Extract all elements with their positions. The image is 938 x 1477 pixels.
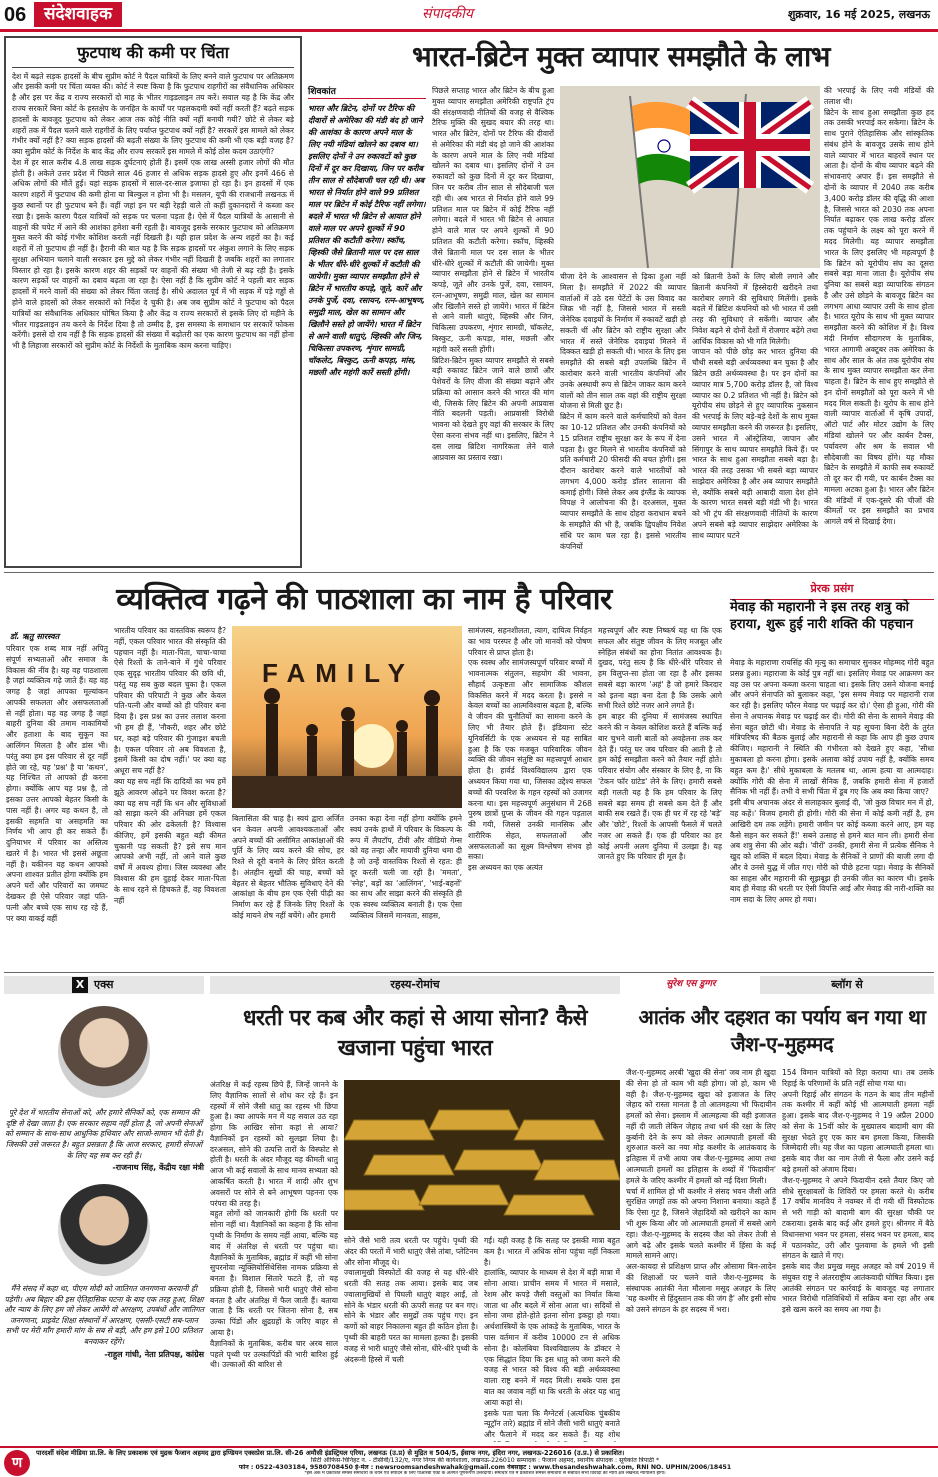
footer-note: *इस अंक में प्रकाशित समस्त समाचारों के चयन एवं संपादन के लिए पीआरबी एक्ट के अंतर्गत पूर्णरूपेण उत्तरदायी। समाचार पत्र में प्रकाशित समस्त समाचारों से संबंधित सभी विवादों का न्याय क्षेत्र लखनऊ न्यायालय होगा।: [304, 1471, 666, 1476]
fta-col-3: को ब्रितानी ठेकों के लिए बोली लगाने और ब्रितानी कंपनियों में हिस्सेदारी खरीदने तथा कारोबार लगाने की सुविधाएं मिलेंगी। इसके बदले में ब्रिटिश कंपनियों को भी भारत में उसी तरह की सुविधाएं ले सकेंगी। व्यापार और निवेश बढ़ने से दोनों देशों में रोजगार बढ़ेंगे तथा आर्थिक विकास को भी गति मिलेगी। जापान को पीछे छोड़ कर भारत दुनिया की चौथी सबसे बड़ी अर्थव्यवस्था बन चुका है और ब्रिटेन छठी अर्थव्यवस्था है। पर इन दोनों का व्यापार मात्र 5,700 करोड़ डॉलर है, जो विश्व व्यापार का 0.2 प्रतिशत भी नहीं है। ब्रिटेन को यूरोपीय संघ छोड़ने से हुए व्यापारिक नुकसान की भरपाई के लिए बड़े-बड़े देशों के साथ मुक्त व्यापार समझौता करने की जरूरत है। इसलिए, उसने भारत में ऑस्ट्रेलिया, जापान और सिंगापुर के साथ व्यापार समझौते किये हैं। पर भारत के साथ हुआ समझौता सबसे बड़ा है। भारत की तरह उसका भी सबसे बड़ा व्यापार साझेदार अमेरिका है और अब व्यापार समझौते से, क्योंकि सबसे बड़ी आबादी वाला देश होने के कारण भारत सबसे बड़ी मंडी भी है। भारत को भी ट्रंप की संरक्षणवादी नीतियों के कारण अपने सबसे बड़े व्यापार साझेदार अमेरिका के साथ व्यापार घटने: [692, 272, 818, 540]
masthead: [0, 0, 938, 30]
fta-col-2: चीजा देने के आश्वासन से ढ़िका हुआ नहीं मिला है। समझौते में 2022 की व्यापार वार्ताओं में उठे दस पेटेंटों के उस विवाद का जिक्र भी नहीं है, जिससे भारत में सस्ती जेनेरिक दवाइयों के निर्माण में रुकावटें खड़ी हो सकती थीं और ब्रिटेन को राष्ट्रीय सुरक्षा और भारत में सस्ते जेनेरिक दवाइयां मिलने में दिक्कत खड़ी हो सकती थी। भारत के लिए इस समझौते की सबसे बड़ी उपलब्धि ब्रिटेन में कारोबार करने वाली भारतीय कंपनियों और उनके अस्थायी रूप से ब्रिटेन जाकर काम करने वालों को तीन साल तक वहां की राष्ट्रीय सुरक्षा योजना से मिली छूट है। ब्रिटेन में काम करने वाले कर्मचारियों को वेतन का 10-12 प्रतिशत और उनकी कंपनियों को 15 प्रतिशत राष्ट्रीय सुरक्षा कर के रूप में देना पड़ता है। छूट मिलने से भारतीय कंपनियों को प्रति कर्मचारी 20 फीसदी की बचत होगी। इस दौरान कारोबार करने वाले भारतीयों को लगभग 4,000 करोड़ डॉलर सालाना की कमाई होगी। जिसे लेकर अब इंग्लैंड के व्यापक विपक्ष ने आलोचना की है। दरअसल, मुक्त व्यापार समझौते के साथ दोहरा कराधान बचने के समझौते की भी है, जबकि द्विपक्षीय निवेश संधि पर काम चल रहा है। इससे भारतीय कंपनियों: [560, 272, 686, 551]
family-col-3: बिलासिता की चाह है। स्वयं द्वारा अर्जित धन केवल अपनी आवश्यकताओं और अपने बच्चों की असीमित आकांक्षाओं की पूर्ति के लिए व्यय करने की सोच, हर रिश्ते से दूरी बनाने के लिए प्रेरित करती है। अंतहीन सुखों की चाह, बच्चों को बेहतर से बेहतर भौतिक सुविधाएं देने की आकांक्षा के बीच हम एक ऐसी पीढ़ी का निर्माण कर रहे हैं जिनके लिए रिश्तों के कोई मायने शेष नहीं बचेंगे। और हमारी: [232, 814, 344, 921]
divider: [4, 572, 934, 573]
gold-tag: रहस्य-रोमांच: [210, 976, 620, 994]
family-word: FAMILY: [262, 658, 415, 688]
avatar: [58, 1006, 150, 1098]
quote-2-author: -राहुल गांधी, नेता प्रतिपक्ष, कांग्रेस: [104, 1349, 204, 1359]
gold-col-1: अंतरिक्ष में कई रहस्य छिपे हैं, जिन्हें जानने के लिए वैज्ञानिक सालों से शोध कर रहे हैं। इन रहस्यों में सोने जैसी धातु का रहस्य भी छिपा हुआ है। क्या आपके मन में यह सवाल उठ रहा होगा कि आखिर सोना कहां से आया? वैज्ञानिकों इन रहस्यों को सुलझा लिया है। दरअसल, सोने की उत्पत्ति तारों के विस्फोट से होती है। धरती के अंदर मौजूद यह कीमती धातु आज भी कई सवालों के साथ मानव सभ्यता को आकर्षित करती है। भारत में शादी और शुभ अवसरों पर सोने से बने आभूषण पहनना एक परंपरा की तरह है। बहुत लोगों को जानकारी होगी कि धरती पर सोना नहीं था। वैज्ञानिकों का कहना है कि सोना पृथ्वी के निर्माण के समय नहीं आया, बल्कि यह बाद में अंतरिक्ष से धरती पर पहुंचा था। वैज्ञानिकों के मुताबिक, ब्रह्मांड में कहीं भी सोना सुपरनोवा न्यूक्लियोसिंथेसिस नामक प्रक्रिया से बनता है। विशाल सितारे फटते हैं, तो यह प्रक्रिया होती है, जिससे भारी धातुएं जैसे सोना बनता है और अंतरिक्ष में फैल जाती हैं। बताया जाता है कि धरती पर जितना सोना है, सब उल्का पिंडों और क्षुद्रग्रहों के जरिए बाहर से आया है। वैज्ञानिकों के मुताबिक, करीब चार अरब साल पहले पृथ्वी पर उल्कापिंडों की भारी बारिश हुई थी। उल्काओं की बारिश से: [210, 1080, 338, 1370]
family-col-6: महत्त्वपूर्ण और स्पष्ट निष्कर्ष यह था कि एक सफल और संतुष्ट जीवन के लिए मजबूत और स्नेहिल संबंधों का होना नितांत आवश्यक है। दुखद, परंतु सत्य है कि धीरे-धीरे परिवार से हम विलुप्त-सा होता जा रहा है और इसका सबसे बड़ा कारण 'अहं' है जो हमारे किरदार को इतना बड़ा बना देता है कि उसके आगे सभी रिश्ते छोटे नजर आने लगते हैं। हम बाहर की दुनिया में सामंजस्य स्थापित करने की न केवल कोशिश करते हैं बल्कि कई बार चुभने वाली बातों को अवहेलना तक कर देते हैं। परंतु घर जब परिवार की आती है तो हम कोई समझौता करने को तैयार नहीं होते। परिवार संयोग और संस्कार के लिए है, ना कि 'टेकन फॉर ग्रांटेड' लेने के लिए। हमारी सबसे बड़ी गलती यह है कि हम परिवार के लिए सबसे बड़ा समय ही सबसे कम देते हैं और बाकी सब रखते हैं। एक ही घर में रह रहे 'बड़े' और 'छोटे', रिश्तों के आपसी फैसले में चलते नजर आ सकते हैं। एक ही परिवार का हर कोई अपनी अलग दुनिया में उलझा है। यह जानते हुए कि परिवार ही मूल है।: [598, 626, 722, 862]
fta-title: भारत-ब्रिटेन मुक्त व्यापार समझौते के लाभ: [412, 40, 830, 73]
quote-2: मैंने संसद में कहा था, पीएम मोदी को जातिगत जनगणना करवानी ही पड़ेगी। अब बिहार की इस ऐतिहासिक घटना के बाद एक तरह हुआ, शिक्षा और न्याय के लिए हम जो लेकर आयेंगे वो आरक्षण, उपबंधों और जातिगत जनगणना, प्राइवेट शिक्षा संस्थानों में आरक्षण, एससी-एसटी सब-प्लान सभी पर मेरी माँग हमारी मांग के सब से बड़ी, और हम इसे 100 प्रतिशत बनवाकर रहेंगे।: [4, 1283, 204, 1347]
x-tag-label: एक्स: [94, 978, 114, 991]
divider: [4, 972, 934, 973]
family-col-2: भारतीय परिवार का वास्तविक स्वरूप है? नहीं, एकल परिवार भारत की संस्कृति की पहचान नहीं है। माता-पिता, चाचा-चाचा ऐसे रिश्तों के ताने-बाने में गुंथे परिवार एक सुदृढ़ भारतीय परिवार की छवि थी, परंतु यह सब कुछ बदल चुका है। एकल परिवार की परिपाटी ने कुछ और केवल पति-पत्नी और बच्चों को ही परिवार बना दिया है। इस प्रश्न का उत्तर तलाश करना भी हम ही हैं, 'नौकरी, शहर और छोटे घर, कहां बड़े परिवार की गुंजाइश बचती है। एकल परिवार तो अब विवशता है, इसमें किसी का दोष नहीं।' पर क्या यह अधूरा सच नहीं है? क्या यह सच नहीं कि दादियों का भय हमें झूठे आवरण ओढ़ने पर विवश करता है? क्या यह सच नहीं कि धन और सुविधाओं को साझा करने की अनिच्छा हमें एकल परिवार की ओर ढकेलती है? विश्वास कीजिए, हमें इसकी बहुत बड़ी कीमत चुकानी पड़ सकती है? इसे सच मान आपको अभी नहीं, तो आने वाले कुछ वर्षों में अवश्य होगा। जिस व्यवस्था और विश्वास की हम दुहाई देकर माता-पिता के साथ रहने से हिचकते हैं, वह विवशता नहीं: [114, 626, 226, 905]
fta-col-1: पिछले सप्ताह भारत और ब्रिटेन के बीच हुआ मुक्त व्यापार समझौता अमेरिकी राष्ट्रपति ट्रंप की संरक्षणवादी नीतियों की वजह से वैश्विक टैरिफ मुक्ति की सुखद बयार की तरह था। भारत और ब्रिटेन, दोनों पर टैरिफ की दीवारों से अमेरिका की मंडी बंद हो जाने की आशंका के कारण अपने माल के लिए नयी मंडियां खोलने का दबाव था। इसलिए दोनों ने उन रुकावटों को कुछ दिनों में दूर कर दिखाया, जिन पर करीब तीन साल से सौदेबाजी चल रही थी। अब भारत से निर्यात होने वाले 99 प्रतिशत माल पर ब्रिटेन में कोई टैरिफ नहीं लगेगा। बदले में भारत भी ब्रिटेन से आयात होने वाले माल पर अपने शुल्कों में 90 प्रतिशत की कटौती करेगा। स्कॉच, व्हिस्की जैसे ब्रितानी माल पर दस साल के भीतर धीरे-धीरे शुल्कों में कटौती की जायेगी। मुक्त व्यापार समझौता होने से ब्रिटेन में भारतीय कपड़े, जूते और उनके पुर्जे, दवा, रसायन, रत्न-आभूषण, समुद्री माल, खेल का सामान और खिलौने सस्ते हो जायेंगे। भारत में ब्रिटेन से आने वाली धातुएं, व्हिस्की और जिन, चिकित्सा उपकरण, शृंगार सामग्री, चॉकलेट, बिस्कुट, ऊनी कपड़ा, मांस, मछली और महंगी कारें सस्ती होंगी। ब्रिटिश-ब्रिटेन मुक्त व्यापार समझौते से सबसे बड़ी रुकावट ब्रिटेन जाने वाले छात्रों और पेशेवरों के लिए वीजा की संख्या बढ़ाने और प्रक्रिया को आसान करने की भारत की मांग थी, जिसके लिए ब्रिटेन की अपनी आप्रवास नीति बदलनी पड़ती। आप्रवासी विरोधी भावना को देखते हुए वहां की सरकार के लिए ऐसा करना संभव नहीं था। इसलिए, ब्रिटेन ने दस लाख ब्रिटिश नागरिकता लेने वाले आप्रवास का प्रस्ताव रखा।: [432, 86, 554, 462]
family-byline: डॉ. ऋतु सारस्वत: [10, 632, 60, 641]
footer-line-3: फोन : 0522-4303184, 9580708450 ई-मेल : newsroomsandeshwahak@gmail.com वेबसाइट : www.thesandeshwahak.com, RNI NO. UPHIN/2006/18451: [238, 1464, 732, 1471]
family-silhouette-icon: [232, 626, 462, 808]
mewar-body: मेवाड़ के महाराणा रायसिंह की मृत्यु का समाचार सुनकर मोहम्मद गोरी बहुत प्रसन्न हुआ। महाराजा के कोई पुत्र नहीं था। इसलिए मेवाड़ पर आक्रमण कर वह उस पर अपना कब्जा करना चाहता था। इसके लिए उसने योजना बनाई और अपने सेनापति को बुलाकर कहा, 'इस समय मेवाड़ पर महारानी राज कर रही है। इसलिए फौरन मेवाड़ पर चढ़ाई कर दो।' ऐसा ही हुआ, गोरी की सेना ने अचानक मेवाड़ पर चढ़ाई कर दी। गोरी की सेना के सामने मेवाड़ की सेना बहुत छोटी थी। मेवाड़ के सेनापति ने यह सूचना बिना देरी के तुरंत मंत्रिपरिषद की बैठक बुलाई और महारानी से कहा कि आप ही कुछ उपाय कीजिए। महारानी ने स्थिति की गंभीरता को देखते हुए कहा, 'सीधा मुकाबला हो करना होगा। इसके अलावा कोई उपाय नहीं है, क्योंकि समय बहुत कम है।' सीधे मुकाबला के मतलब था, आत्म हत्या या आत्मदाह। क्योंकि गोरी की सेना में लाखों सैनिक हैं, जबकि हमारी सेना में हजारों सैनिक भी नहीं हैं। तभी वे सभी चिंता में डूब गए कि अब क्या किया जाए? इसी बीच अचानक अंदर से सलाहकार बुलाई दी, 'जो कुछ विचार मन में हो, वह कहें।' विजय हमारी ही होगी। गोरी की सेना में कोई कमी नहीं है, हम आखिरी दम तक लड़ेंगे। हमारी जमीन पर कोई कब्जा करने आए, हम यह कैसे सहन कर सकते हैं!' सबने उत्साह से हमने बात मान ली। हमारी सेना अब शत्रु सेना की ओर बढ़ी। 'वीरों' उनकी, हमारी सेना में प्रत्येक सैनिक ने खुद को शक्ति में बदल दिया। मेवाड़ के सैनिकों ने प्राणों की बाजी लगा दी और वे उनसे युद्ध में जीत गए। गोरी को पीछे हटना पड़ा। मेवाड़ के सैनिकों का साहस और महारानी की सूझबूझ ही उनकी जीत का कारण थी। इसके बाद ही मेवाड़ की धरती पर ऐसी विपत्ति आई और मेवाड़ की नारी-शक्ति का नाम सदा के लिए अमर हो गया।: [730, 658, 934, 905]
header-rule: [0, 29, 938, 32]
x-logo-icon: X: [72, 977, 88, 993]
jaish-col-2: 154 विमान यात्रियों को रिहा कराया था। तब उसके रिहाई के परिणामों के प्रति नहीं सोचा गया था। अपनी रिहाई और संगठन के गठन के बाद तीन महीनों तक कश्मीर में कहीं कोई भी आत्मघाती हमला नहीं हुआ। इसके बाद जैश-ए-मुहम्मद ने 19 अप्रैल 2000 को सेना के 15वीं कोर के मुख्यालय बादामी बाग की सुरक्षा भेदते हुए एक कार बम हमला किया, जिसकी जिम्मेदारी ली। यह जैश का पहला आत्मघाती हमला था। इसके बाद जैश का नाम तेजी से फैला और उसने कई बड़े हमलों को अंजाम दिया। जैश-ए-मुहम्मद ने अपने फिदायीन दस्ते तैयार किए जो सीधे सुरक्षाबलों के शिविरों पर हमला करते थे। करीब 17 वर्षीय मानविय ने नवम्बर में दी गयी थीं विस्फोटक से भरी गाड़ी को बादामी बाग की सुरक्षा चौकी पर टकराया। इसके बाद कई और हमले हुए। श्रीनगर में बैठे विधानसभा भवन पर हमला, संसद भवन पर हमला, बाद में पठानकोट, उरी और पुलवामा के हमले भी इसी संगठन के खाते में गए। इसके बाद जैश प्रमुख मसूद अजहर को वर्ष 2019 में संयुक्त राष्ट्र ने अंतरराष्ट्रीय आतंकवादी घोषित किया। इस आतंकी संगठन पर कार्रवाई के बावजूद यह लगातार भारत विरोधी गतिविधियों में सक्रिय बना रहा और अब इसे खत्म करने का समय आ गया है।: [782, 1068, 934, 1315]
gold-col-2: सोने जैसे भारी तत्व धरती पर पहुंचे। पृथ्वी की अंदर की परतों में भारी धातुएं जैसे तांबा, प्लेटिनम और सोना मौजूद थे। ज्वालामुखी विस्फोटों की वजह से यह धीरे-धीरे धरती की सतह तक आया। इसके बाद जब ज्वालामुखियों से पिघली धातुएं बाहर आईं, तो सोने के भंडार धरती की ऊपरी सतह पर बन गए। सोने के भंडार और समुद्रों तक पहुंच गए। इन कणों को बाहर निकालना बहुत ही कठिन होता है। पृथ्वी की बाहरी परत का मामला हल्का है। इसकी वजह से भारी धातुएं जैसे सोना, धीरे-धीरे पृथ्वी के अंदरूनी हिस्से में चली: [344, 1236, 478, 1364]
family-col-1: परिवार एक शब्द मात्र नहीं अपितु संपूर्ण सभ्यताओं और समाज के विकास की नींव है। यह वह पाठशाला है जहां व्यक्तित्व गढ़े जाते हैं। यह वह जगह है जहां आपका मूल्यांकन आपकी सफलता और असफलताओं से नहीं होता। यह वह जगह है जहां बाहरी दुनिया की तमाम नाकामियों और हताशा के बाद सुकून का आलिंगन मिलता है और डांस भी। परंतु क्या हम इस परिवार से दूर नहीं होते जा रहे, यह 'प्रश्न' है या 'कथन', यह निश्चित तो आपको ही करना होगा। क्योंकि आप यह प्रश्न है, तो इसका उत्तर आपको बेहतर किसी के पास नहीं है। अगर यह कथन है, तो इसकी सहमति या असहमति का निर्णय भी आप ही कर सकते हैं। दुनियाभर में परिवार का अस्तित्व खतरे में है। भारत भी इससे अछूता नहीं है। यकीनन यह कथन आपको अपना शाश्वत प्रतीत होगा क्योंकि हम अपने घरों और परिवारों का जमघट देखकर ही ऐसे परिवार जहां पति-पत्नी और बच्चे एक साथ रह रहे हैं, पर क्या वाकई वहीं: [6, 644, 108, 923]
jaish-title: आतंक और दहशत का पर्याय बन गया था जैश-ए-मुहम्मद: [638, 1005, 926, 1056]
family-col-5: सामंजस्य, सहनशीलता, त्याग, दायित्व निर्वहन का भाव परस्पर है और जो मानवों को पोषण परिवार से प्राप्त होता है। एक स्वस्थ और सामंजस्यपूर्ण परिवार बच्चों में भावनात्मक संतुलन, सहयोग की भावना, सौहार्द उत्कृष्टता और सामाजिक कौशल विकसित करने में मदद करता है। इससे न केवल बच्चों का आत्मविश्वास बढ़ता है, बल्कि वे जीवन की चुनौतियों का सामना करने के लिए भी तैयार होते हैं। इंडियाना स्टेट यूनिवर्सिटी के एक अध्ययन से यह साबित हुआ है कि एक मजबूत पारिवारिक जीवन व्यक्ति की जीवन संतुष्टि का महत्त्वपूर्ण आधार होता है। हार्वर्ड विश्वविद्यालय द्वारा एक अध्ययन किया गया था, जिसका उद्देश्य सफल बच्चों की परवरिश के गहन रहस्यों को उजागर करना था। इस महत्त्वपूर्ण अनुसंधान में 268 पुरुष छात्रों ग्रुप्स के जीवन की गहन पड़ताल की गयी, जिससे उनकी मानसिक और शारीरिक सेहत, सफलताओं और असफलताओं का सूक्ष्म विश्लेषण संभव हो सका। इस अध्ययन का एक अत्यंत: [468, 626, 592, 873]
page-number: 06: [4, 4, 27, 26]
fta-pull: [308, 86, 426, 568]
footer-line-2: सिटी ऑफिस-चिनिहट न. - टीसीवी/132/ए, नगर निगम की कार्यशाला, लखनऊ-226010 सम्पादक : फैजान अहमद, स्थानीय संपादक : सूर्यकांत त्रिपाठी *: [310, 1457, 660, 1464]
fta-author-label: शिवकांत: [308, 86, 426, 99]
footpath-body: देश में बढ़ते सड़क हादसों के बीच सुप्रीम कोर्ट ने पैदल यात्रियों के लिए बनने वाले फुटपाथ पर अतिक्रमण और इसकी कमी पर चिंता व्यक्त की। कोर्ट ने स्पष्ट किया है कि फुटपाथ राहगीरों का संवैधानिक अधिकार है और इस पर केंद्र व राज्य सरकारों दो माह के भीतर गाइडलाइन तय करें। सवाल यह है कि केंद्र और राज्य सरकारें बिना कोर्ट के हस्तक्षेप के जनहित के कार्यों पर पहलकदमी क्यों नहीं करती हैं? बढ़ते सड़क हादसों के बावजूद फुटपाथ को लेकर आज तक कोई नीति क्यों नहीं बनायी गयी? छोटे से लेकर बड़े शहरों तक में पैदल चलने वाले राहगीरों के लिए पर्याप्त फुटपाथ क्यों नहीं है? सरकारें इस मामले को लेकर गंभीर क्यों नहीं है? क्या सड़क हादसों की बढ़ती संख्या के लिए फुटपाथ की कमी भी एक बड़ी वजह है? क्या सुप्रीम कोर्ट के निर्देश के बाद केंद्र और राज्य सरकारें इस मामले में कोई ठोस कदम उठाएंगी? देश में हर साल करीब 4.8 लाख सड़क दुर्घटनाएं होती हैं। इसमें एक लाख अस्सी हजार लोगों की मौत होती है। अकेले उत्तर प्रदेश में पिछले साल 46 हजार से अधिक सड़क हादसे हुए और इनमें 466 से अधिक लोगों की मौतें हुईं। यहां सड़क हादसों में साल-दर-साल इजाफा हो रहा है। इन हादसों में एक कारण शहरों में फुटपाथ की कमी होना या बिल्कुल न होना भी है। मसलन, यूपी की राजधानी लखनऊ में कुछ स्थानों पर ही फुटपाथ बने हैं। वहीं जहां इन पर बड़ी रेहड़ी वाले तो कहीं दुकानदारों ने कब्जा कर रखा है। इसके कारण पैदल यात्रियों को सड़क पर चलना पड़ता है। ऐसे में पैदल यात्रियों के आसानी से वाहनों की चपेट में आने की आशंका हमेशा बनी रहती है। बावजूद इसके सरकार फुटपाथ को अतिक्रमण मुक्त करने की कोई गंभीर कोशिश करती नहीं दिखती है। यही हाल प्रदेश के अन्य शहरों का है। कई शहरों में तो फुटपाथ ही नहीं है। हैरानी की बात यह है कि सड़क हादसों पर अंकुश लगाने के लिए सड़क सुरक्षा अभियान चलाने वाली सरकार इस मुद्दे को लेकर गंभीर नहीं दिखती है जबकि शहरों का लगातार विस्तार हो रहा है। इसके कारण शहर की सड़कों पर वाहनों की संख्या भी तेजी से बढ़ रही है। इसके कारण सड़कों पर वाहनों का दबाव बढ़ता जा रहा है। ऐसा नहीं है कि सुप्रीम कोर्ट ने पहली बार सड़क हादसों में मरने वालों की संख्या को लेकर चिंता जताई है। सीधे अदालत पूर्व में भी सड़क में पड़े गड्ढों से होने वाले हादसों को लेकर सरकारों को निर्देश दे चुकी है। अब जब सुप्रीम कोर्ट ने फुटपाथ को पैदल यात्रियों का संवैधानिक अधिकार घोषित किया है और केंद्र व राज्य सरकारों से इसके लिए दो महीने के भीतर गाइडलाइन तय करने के निर्देश दिया है तो उम्मीद है, इस समस्या के समाधान पर सरकारें फोकस करेंगी। इससे दो राय नहीं है कि सड़क हादसों की संख्या में बढ़ोतरी का एक कारण फुटपाथ का नहीं होना भी है लिहाजा सरकारों को सुप्रीम कोर्ट के निर्देशों के मुताबिक काम करना चाहिए।: [12, 71, 294, 351]
mewar-tag: प्रेरक प्रसंग: [730, 580, 934, 600]
gold-bars-icon: [344, 1080, 620, 1230]
flags-photo: [560, 86, 820, 268]
footpath-editorial: [4, 36, 302, 568]
quote-1-author: -राजनाथ सिंह, केंद्रीय रक्षा मंत्री: [112, 1163, 204, 1173]
india-uk-flags-icon: [560, 86, 820, 268]
family-col-4: उनका कहा देना नहीं होगा क्योंकि हमने स्वयं उनके हाथों में परिवार के विकल्प के रूप में लैपटॉप, टीवी और वीडियो गेम्स को वह तन्हा और मायावी दुनिया थमा दी है जो उन्हें वास्तविक रिश्तों से रहत: ही दूर करती चली जा रही है। 'ममता', 'स्नेह', बड़ों का 'आलिंगन', 'भाई-बहनों' का साथ और साझा करने की संस्कृति ही एक स्वस्थ व्यक्तित्व बनाती है। एक ऐसा व्यक्तित्व जिसमें मानवता, साहस,: [350, 814, 462, 921]
gold-title: धरती पर कब और कहां से आया सोना? कैसे खजाना पहुंचा भारत: [242, 1006, 588, 1061]
section-name: संपादकीय: [422, 6, 473, 22]
jaish-byline: सुरेश एस डुग्गर: [666, 979, 716, 989]
family-title: व्यक्तित्व गढ़ने की पाठशाला का नाम है परिवार: [116, 582, 612, 617]
mewar-title: मेवाड़ की महारानी ने इस तरह शत्रु को हराया, शुरू हुई नारी शक्ति की पहचान: [730, 600, 914, 632]
x-section: [4, 976, 204, 1440]
family-photo: [232, 626, 462, 808]
fta-col-4: की भरपाई के लिए नयी मंडियों की तलाश थी। ब्रिटेन के साथ हुआ समझौता कुछ हद तक उसकी भरपाई कर सकेगा। ब्रिटेन के साथ पुराने ऐतिहासिक और सांस्कृतिक संबंध होने के बावजूद उसके साथ होने वाले व्यापार में भारत बाहरवें स्थान पर आता है। दोनों के बीच व्यापार बढ़ने की संभावनाएं अपार हैं। इस समझौते से दोनों के व्यापार में 2040 तक करीब 3,400 करोड़ डॉलर की वृद्धि की आशा है, जिससे भारत को 2030 तक अपना निर्यात बढ़ाकर एक लाख करोड़ डॉलर तक पहुंचाने के लक्ष्य को पूरा करने में मदद मिलेगी। यह व्यापार समझौता भारत के लिए इसलिए भी महत्वपूर्ण है कि ब्रिटेन को यूरोपीय संघ का दूसरा सबसे बड़ा माना जाता है। यूरोपीय संघ दुनिया का सबसे बड़ा व्यापारिक संगठन है और उसे छोड़ने के बावजूद ब्रिटेन का लगभग आधा व्यापार उसी के साथ होता है। भारत यूरोप के साथ भी मुक्त व्यापार समझौता करने की कोशिश में है। विश्व मंदी निर्माण सौदागरण के मुताबिक, भारत आगामी अक्टूबर तक अमेरिका के साथ और साल के अंत तक यूरोपीय संघ के साथ मुक्त व्यापार समझौता कर लेना चाहता है। ब्रिटेन के साथ हुए समझौते से इन दोनों समझौतों को पूरा करने में भी मदद मिल सकती है। यूरोप के साथ होने वाली व्यापार वार्ताओं में कृषि उपादों, ऑटो पार्ट और मोटर उद्योग के लिए मंडियां खोलने पर और कार्बन टैक्स, पर्यावरण और श्रम के सवाल भी सौदेबाजी का विषय होंगे। यह मौका ब्रिटेन के समझौते में काफी सब रुकावटें तो दूर कर दी गयी, पर कार्बन टैक्स का मामला अटका हुआ है। भारत और ब्रिटेन की मंडियों में एक-दूसरे की चीजों की कीमतों पर इस समझौते का प्रभाव आगले वर्ष से दिखाई देगा।: [824, 86, 934, 527]
footer-logo-icon: ण: [4, 1450, 30, 1476]
gold-col-3b: गईं। यही वजह है कि सतह पर इसकी मात्रा बहुत कम है। भारत में अधिक सोना पहुंचा नहीं निकला है। हालांकि, व्यापार के माध्यम से देश में बड़ी मात्रा में सोना आया। प्राचीन समय में भारत में मसाले, रेशम और कपड़े जैसी वस्तुओं का निर्यात किया जाता था और बदले में सोना आता था। सदियों से सोना जमा होते-होते इतना सोना इकट्ठा हो गया। अर्थशास्त्रियों के एक आंकड़े के मुताबिक, भारत के पास वर्तमान में करीब 10000 टन से अधिक सोना है। कोलंबिया विश्वविद्यालय के डॉक्टर ने एक सिद्धांत दिया कि इस धातु को जमा करने की वजह से भारत को विश्व की बड़ी अर्थव्यवस्था वाला राष्ट्र बनने में मदद मिली। सबके पास इस बात का जवाब नहीं था कि धरती के अंदर यह धातु आया कहां से। इसके पता चला कि मैग्नेटर्स (अत्यधिक चुंबकीय न्यूट्रॉन तारे) ब्रह्मांड में सोने जैसी भारी धातुएं बनाते और फैलाने में मदद कर सकते हैं। यह शोध: [484, 1236, 620, 1440]
avatar: [58, 1184, 150, 1276]
paper-name: संदेशवाहक: [34, 2, 122, 27]
x-tag: [4, 976, 204, 994]
issue-date: शुक्रवार, 16 मई 2025, लखनऊ: [787, 8, 930, 21]
footer: [0, 1446, 938, 1477]
quote-1: पूरे देश में भारतीय सेनाओं को, और हमारे सैनिकों को, एक सम्मान की दृष्टि से देखा जाता है। एक सरकार सहाय नहीं होता है, जो अपनी सेनाओं को सम्मान के साथ-साथ आधुनिक हथियार और साजो-सामान भी देती है। जिसकी उसे जरूरत है। बहुत प्रसन्नता है कि आज सरकार, हमारी सेनाओं के लिए यह सब कर रही है।: [5, 1108, 203, 1160]
jaish-col-1: जैश-ए-मुहम्मद अरबी 'खुदा की सेना' जब नाम ही खुदा की सेना हो तो काम भी वही होगा। जो हो, काम भी वही है। जैश-ए-मुहम्मद खुदा को इजाजत के लिए जेहाद को रास्ता मानता है तो आतमहत्या भी फिदायीन हमलों को सेना। इस्लाम में आत्महत्या की वही इजाजत नहीं दी जाती लेकिन जेहाद तथा धर्म की रक्षा के लिए कुर्बानी देने के रूप को लेकर आत्मघाती हमलों की शुरुआत करने का नया मोड़ कश्मीर के आतंकवाद के इतिहास में तभी आया जब जैश-ए-मुहम्मद आया तथा आत्मघाती हमलों का इतिहास के शब्दों में 'फिदायीन' हमले के जरिए कश्मीर में हमलों को नई दिशा मिली। चर्चा में शामिल हो भी कश्मीर ने संसद भवन जैसी अति सुरक्षित जगहों तक को अपना निशाना बनाया। कहते हैं कि ऐसा गुट है, जिसने जेहादियों को खरीदने का काम भी शुरू किया और जो आत्मघाती हमलों में सबसे आगे रहा। जैश-ए-मुहम्मद के सदस्य जैश को लेकर तेजी से आगे बढ़े और इसके चलते कश्मीर में हिंसा के कई मामले सामने आए। अल-कायदा से प्रशिक्षण प्राप्त और ओसामा बिन-लादेन की शिक्षाओं पर चलने वाले जैश-ए-मुहम्मद के संस्थापक आतंकी नेता मौलाना मसूद अजहर के लिए 'यह कश्मीर से हिंदुस्तान तक की जंग है' और इसी सोच को उसने संगठन के हर सदस्य में भरा।: [626, 1068, 776, 1315]
footpath-title: फुटपाथ की कमी पर चिंता: [12, 42, 294, 68]
gold-photo: [344, 1080, 620, 1230]
fta-pull-quote: भारत और ब्रिटेन, दोनों पर टैरिफ की दीवारों से अमेरिका की मंडी बंद हो जाने की आशंका के कारण अपने माल के लिए नयी मंडियां खोलने का दबाव था। इसलिए दोनों ने उन रुकावटों को कुछ दिनों में दूर कर दिखाया, जिन पर करीब तीन साल से सौदेबाजी चल रही थी। अब भारत से निर्यात होने वाले 99 प्रतिशत माल पर ब्रिटेन में कोई टैरिफ नहीं लगेगा। बदले में भारत भी ब्रिटेन से आयात होने वाले माल पर अपने शुल्कों में 90 प्रतिशत की कटौती करेगा। स्कॉच, व्हिस्की जैसे ब्रितानी माल पर दस साल के भीतर धीरे-धीरे शुल्कों में कटौती की जायेगी। मुक्त व्यापार समझौता होने से ब्रिटेन में भारतीय कपड़े, जूते, कारें और उनके पुर्जे, दवा, रसायन, रत्न-आभूषण, समुद्री माल, खेल का सामान और खिलौने सस्ते हो जायेंगे। भारत में ब्रिटेन से आने वाली धातुएं, व्हिस्की और जिन, चिकित्सा उपकरण, शृंगार सामग्री, चॉकलेट, बिस्कुट, ऊनी कपड़ा, मांस, मछली और महंगी कारें सस्ती होंगी।: [308, 104, 426, 378]
footer-imprint: पारदर्शी संदेश मीडिया प्रा.लि. के लिए प्रकाशक एवं मुद्रक फैजान अहमद द्वारा इण्डियन एक्सप्रेस प्रा.लि. सी-26 अमौसी इंडस्ट्रियल एरिया, लखनऊ (उ.प्र) से मुद्रित व 504/5, ईसाफ नगर, इंदिरा नगर, लखनऊ-226016 (उ.प्र.) से प्रकाशित।: [36, 1449, 625, 1457]
jaish-tag: ब्लॉग से: [760, 976, 934, 994]
